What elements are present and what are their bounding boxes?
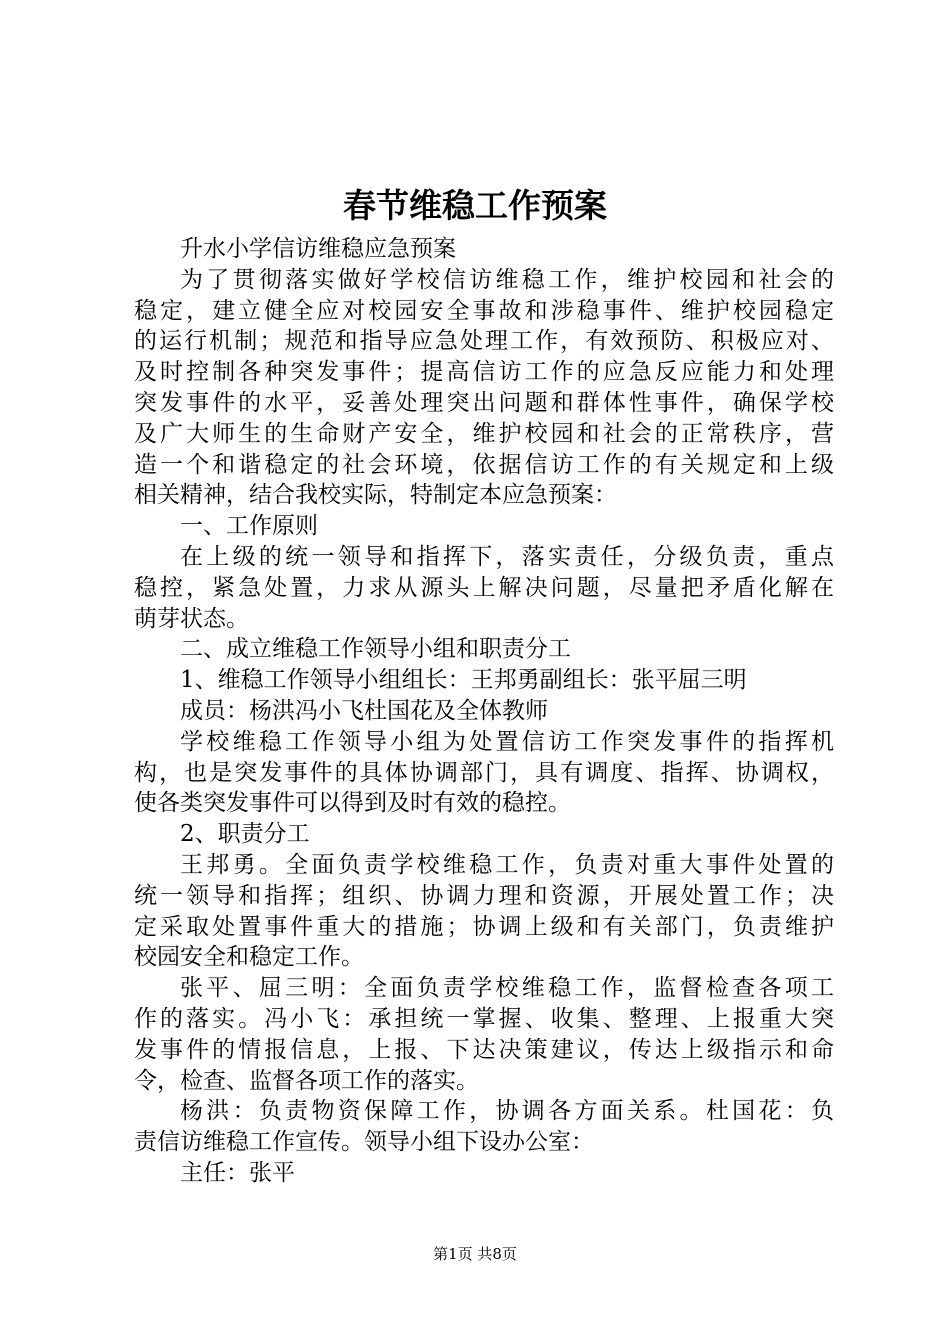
text-line: 王邦勇。全面负责学校维稳工作，负责对重大事件处置的 xyxy=(180,851,834,878)
text-line: 及时控制各种突发事件；提高信访工作的应急反应能力和处理 xyxy=(134,359,834,386)
text-line: 学校维稳工作领导小组为处置信访工作突发事件的指挥机 xyxy=(180,728,834,755)
text-line: 统一领导和指挥；组织、协调力理和资源，开展处置工作；决 xyxy=(134,882,834,909)
text-line: 在上级的统一领导和指挥下，落实责任，分级负责，重点 xyxy=(180,543,834,570)
text-line: 为了贯彻落实做好学校信访维稳工作，维护校园和社会的 xyxy=(180,266,834,293)
text-line: 成员：杨洪冯小飞杜国花及全体教师 xyxy=(180,697,548,724)
section-heading: 2、职责分工 xyxy=(180,821,310,848)
text-line: 突发事件的水平，妥善处理突出问题和群体性事件，确保学校 xyxy=(134,389,834,416)
text-line: 作的落实。冯小飞：承担统一掌握、收集、整理、上报重大突 xyxy=(134,1005,834,1032)
text-line: 相关精神，结合我校实际，特制定本应急预案： xyxy=(134,482,617,509)
text-line: 构，也是突发事件的具体协调部门，具有调度、指挥、协调权， xyxy=(134,759,834,786)
text-line: 杨洪：负责物资保障工作，协调各方面关系。杜国花：负 xyxy=(180,1098,834,1125)
section-heading: 一、工作原则 xyxy=(180,513,318,540)
text-line: 使各类突发事件可以得到及时有效的稳控。 xyxy=(134,790,571,817)
document-title: 春节维稳工作预案 xyxy=(343,186,607,225)
text-line: 升水小学信访维稳应急预案 xyxy=(180,236,456,262)
text-line: 稳定，建立健全应对校园安全事故和涉稳事件、维护校园稳定 xyxy=(134,297,834,324)
text-line: 的运行机制；规范和指导应急处理工作，有效预防、积极应对、 xyxy=(134,328,834,355)
text-line: 1、维稳工作领导小组组长：王邦勇副组长：张平屈三明 xyxy=(180,667,747,694)
text-line: 造一个和谐稳定的社会环境，依据信访工作的有关规定和上级 xyxy=(134,451,834,478)
document-body xyxy=(134,234,834,1189)
page-footer: 第1页 共8页 xyxy=(433,1245,517,1263)
text-line: 发事件的情报信息，上报、下达决策建议，传达上级指示和命 xyxy=(134,1036,834,1063)
text-line: 定采取处置事件重大的措施；协调上级和有关部门，负责维护 xyxy=(134,913,834,940)
text-line: 萌芽状态。 xyxy=(134,605,249,632)
text-line: 校园安全和稳定工作。 xyxy=(134,944,364,971)
text-line: 稳控，紧急处置，力求从源头上解决问题，尽量把矛盾化解在 xyxy=(134,574,834,601)
section-heading: 二、成立维稳工作领导小组和职责分工 xyxy=(180,636,571,663)
text-line: 及广大师生的生命财产安全，维护校园和社会的正常秩序，营 xyxy=(134,420,834,447)
text-line: 张平、屈三明：全面负责学校维稳工作，监督检查各项工 xyxy=(180,975,834,1002)
text-line: 责信访维稳工作宣传。领导小组下设办公室： xyxy=(134,1129,594,1156)
text-line: 主任：张平 xyxy=(180,1159,295,1186)
text-line: 令，检查、监督各项工作的落实。 xyxy=(134,1067,479,1094)
